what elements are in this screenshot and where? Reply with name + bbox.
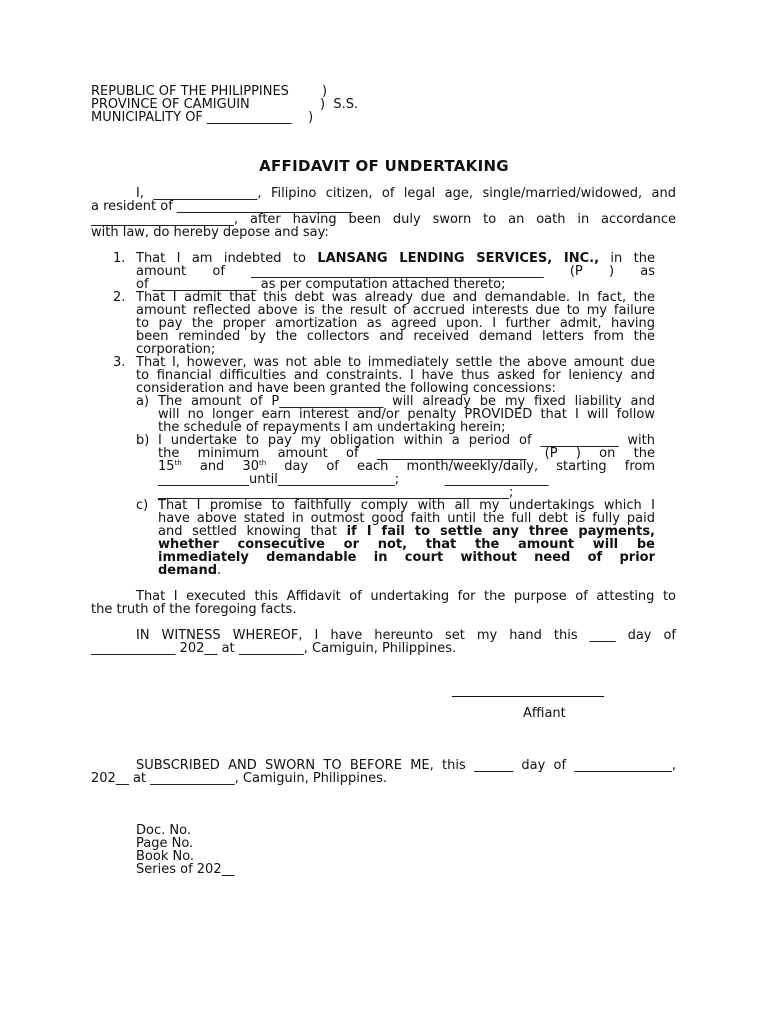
sub-c-text-pre: and settled knowing that	[158, 524, 347, 539]
day-30-text: and 30	[181, 459, 259, 474]
default-clause-4: demand	[158, 563, 218, 578]
intro-line-3: ______________________, after having been duly sworn to an oath in accordance	[91, 212, 676, 227]
item-2-number: 2.	[113, 290, 126, 305]
item-1-text-pre: That I am indebted to	[136, 251, 318, 266]
closing-line-1: That I executed this Affidavit of undertaking for the purpose of attesting to	[136, 589, 676, 604]
sub-b-line-5: ______________________________________________________;	[158, 485, 514, 500]
intro-line-4: with law, do hereby depose and say:	[91, 225, 329, 240]
lender-name: LANSANG LENDING SERVICES, INC.,	[317, 251, 600, 266]
page-no: Page No.	[136, 836, 194, 851]
sub-c-line-6	[158, 564, 221, 577]
day-15: 15	[158, 459, 175, 474]
item-1-text-post: in the	[599, 251, 655, 266]
sub-b-line-4: ______________until__________________; ________________	[158, 472, 549, 487]
witness-line-1: IN WITNESS WHEREOF, I have hereunto set my hand this ____ day of	[136, 628, 676, 643]
item-2-line-1: That I admit that this debt was already due and demandable. In fact, the	[136, 290, 655, 305]
item-2-line-5: corporation;	[136, 342, 216, 357]
item-2-line-4: been reminded by the collectors and received demand letters from the	[136, 329, 655, 344]
default-clause-3: immediately demandable in court without need of prior	[158, 550, 655, 565]
item-2-line-3: to pay the proper amortization as agreed upon. I further admit, having	[136, 316, 655, 331]
header-republic: REPUBLIC OF THE PHILIPPINES )	[91, 84, 328, 99]
item-3-line-3: consideration and have been granted the following concessions:	[136, 381, 556, 396]
sub-b-line-2: the minimum amount of _______________________ (P ) on the	[158, 446, 655, 461]
schedule-text: day of each month/weekly/daily, starting from	[266, 459, 656, 474]
sub-c-label: c)	[136, 498, 149, 513]
sub-a-line-2: will no longer earn interest and/or penalty PROVIDED that I will follow	[158, 407, 655, 422]
item-3-number: 3.	[113, 355, 126, 370]
sub-c-line-1: That I promise to faithfully comply with all my undertakings which I	[158, 498, 655, 513]
witness-line-2: _____________ 202__ at __________, Camiguin, Philippines.	[91, 641, 457, 656]
item-2-line-2: amount reflected above is the result of accrued interests due to my failure	[136, 303, 655, 318]
intro-line-1: I, ________________, Filipino citizen, of legal age, single/married/widowed, and	[136, 186, 676, 201]
sub-b-label: b)	[136, 433, 150, 448]
signature-line	[452, 696, 604, 697]
sub-a-label: a)	[136, 394, 150, 409]
sub-a-line-1: The amount of P________________ will already be my fixed liability and	[158, 394, 655, 409]
default-clause-2: whether consecutive or not, that the amount will be	[158, 537, 655, 552]
item-1-number: 1.	[113, 251, 126, 266]
header-province: PROVINCE OF CAMIGUIN ) S.S.	[91, 97, 359, 112]
document-title: AFFIDAVIT OF UNDERTAKING	[259, 157, 509, 175]
item-1-line-2: amount of _____________________________________________ (P ) as	[136, 264, 655, 279]
jurat-line-2: 202__ at _____________, Camiguin, Philippines.	[91, 771, 388, 786]
sub-b-line-1: I undertake to pay my obligation within a period of ____________ with	[158, 433, 655, 448]
item-3-line-2: to financial difficulties and constraints. I have thus asked for leniency and	[136, 368, 655, 383]
item-3-line-1: That I, however, was not able to immediately settle the above amount due	[136, 355, 655, 370]
ordinal-suffix-2: th	[258, 459, 267, 467]
series-no: Series of 202__	[136, 862, 235, 877]
sub-c-line-2: have above stated in outmost good faith until the full debt is fully paid	[158, 511, 655, 526]
sub-a-line-3: the schedule of repayments I am undertaking herein;	[158, 420, 506, 435]
default-clause-1: if I fail to settle any three payments,	[346, 524, 655, 539]
affiant-label: Affiant	[523, 706, 566, 721]
jurat-line-1: SUBSCRIBED AND SWORN TO BEFORE ME, this ______ day of _______________,	[136, 758, 676, 773]
ordinal-suffix-1: th	[174, 459, 182, 467]
intro-line-2: a resident of ___________________________	[91, 199, 353, 214]
sub-c-period: .	[217, 563, 222, 578]
item-1-line-3: of ________________ as per computation attached thereto;	[136, 277, 506, 292]
header-municipality: MUNICIPALITY OF _____________ )	[91, 110, 314, 125]
book-no: Book No.	[136, 849, 195, 864]
closing-line-2: the truth of the foregoing facts.	[91, 602, 297, 617]
doc-no: Doc. No.	[136, 823, 191, 838]
